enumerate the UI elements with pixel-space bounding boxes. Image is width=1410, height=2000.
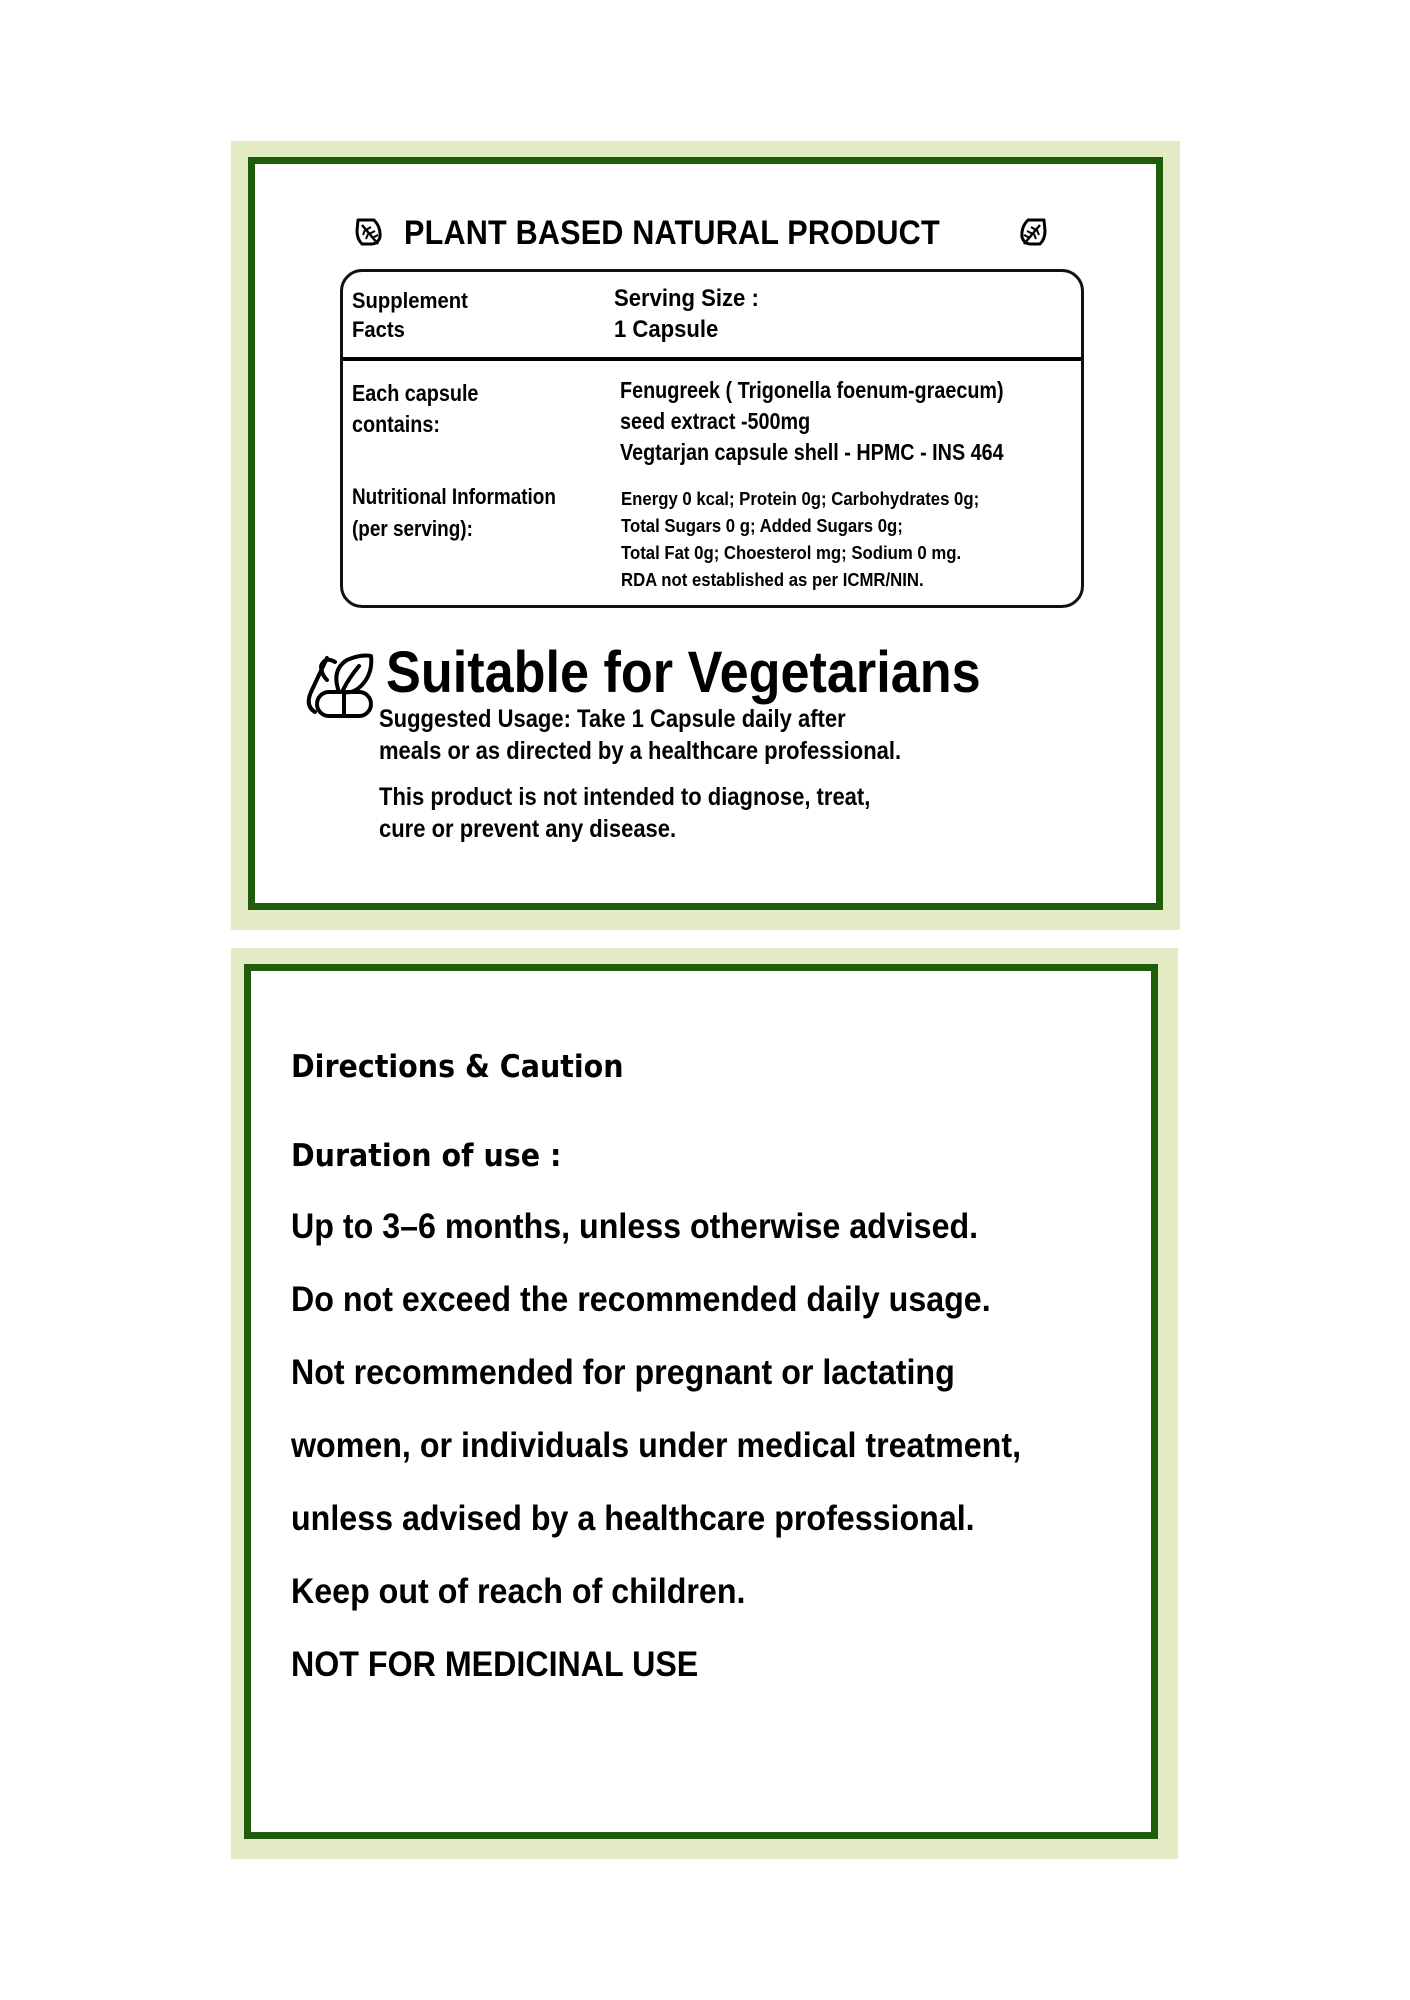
disclaimer-line-2: cure or prevent any disease. xyxy=(379,815,677,843)
nutrition-label-line1: Nutritional Information xyxy=(352,484,556,509)
suggested-usage-line2: meals or as directed by a healthcare professional. xyxy=(379,737,902,765)
front-label-frame xyxy=(248,157,1163,910)
front-label-panel xyxy=(231,141,1180,930)
nutrition-line-2: Total Sugars 0 g; Added Sugars 0g; xyxy=(621,516,903,536)
facts-divider xyxy=(343,357,1081,361)
nutrition-line-3: Total Fat 0g; Choesterol mg; Sodium 0 mg. xyxy=(621,543,962,563)
back-label-frame xyxy=(244,964,1158,1839)
suggested-usage-text: Take 1 Capsule daily after xyxy=(570,705,846,733)
plant-based-title: PLANT BASED NATURAL PRODUCT xyxy=(404,214,940,252)
each-capsule-label-line2: contains: xyxy=(352,411,440,437)
caution-line-3: Not recommended for pregnant or lactating xyxy=(291,1353,955,1392)
nutrition-line-4: RDA not established as per ICMR/NIN. xyxy=(621,570,924,590)
leaf-icon xyxy=(1018,217,1048,247)
caution-line-4: women, or individuals under medical treatment, xyxy=(291,1426,1022,1465)
disclaimer-line-1: This product is not intended to diagnose, treat, xyxy=(379,783,871,811)
vegetarian-capsule-leaf-icon xyxy=(303,652,375,720)
supplement-facts-title-line1: Supplement xyxy=(352,288,468,313)
suggested-usage-label: Suggested Usage: xyxy=(379,705,571,733)
serving-size-value: 1 Capsule xyxy=(614,316,719,343)
nutrition-line-1: Energy 0 kcal; Protein 0g; Carbohydrates 0g; xyxy=(621,489,980,509)
directions-caution-heading: Directions & Caution xyxy=(291,1049,624,1085)
ingredient-line-3: Vegtarjan capsule shell - HPMC - INS 464 xyxy=(620,439,1004,465)
supplement-facts-title-line2: Facts xyxy=(352,317,405,342)
leaf-icon xyxy=(354,217,384,247)
supplement-facts-table xyxy=(340,269,1084,608)
caution-line-5: unless advised by a healthcare professional. xyxy=(291,1499,975,1538)
each-capsule-label-line1: Each capsule xyxy=(352,380,479,406)
serving-size-label: Serving Size : xyxy=(614,285,759,312)
not-for-medicinal-use: NOT FOR MEDICINAL USE xyxy=(291,1645,699,1684)
caution-line-6: Keep out of reach of children. xyxy=(291,1572,746,1611)
ingredient-line-2: seed extract -500mg xyxy=(620,408,811,434)
vegetarian-title: Suitable for Vegetarians xyxy=(386,640,981,705)
duration-heading: Duration of use : xyxy=(291,1138,562,1174)
caution-line-1: Up to 3–6 months, unless otherwise advised. xyxy=(291,1207,979,1246)
ingredient-line-1: Fenugreek ( Trigonella foenum-graecum) xyxy=(620,377,1004,403)
nutrition-label-line2: (per serving): xyxy=(352,516,473,541)
caution-line-2: Do not exceed the recommended daily usage. xyxy=(291,1280,991,1319)
back-label-panel xyxy=(231,948,1178,1859)
suggested-usage-line1 xyxy=(379,704,846,735)
